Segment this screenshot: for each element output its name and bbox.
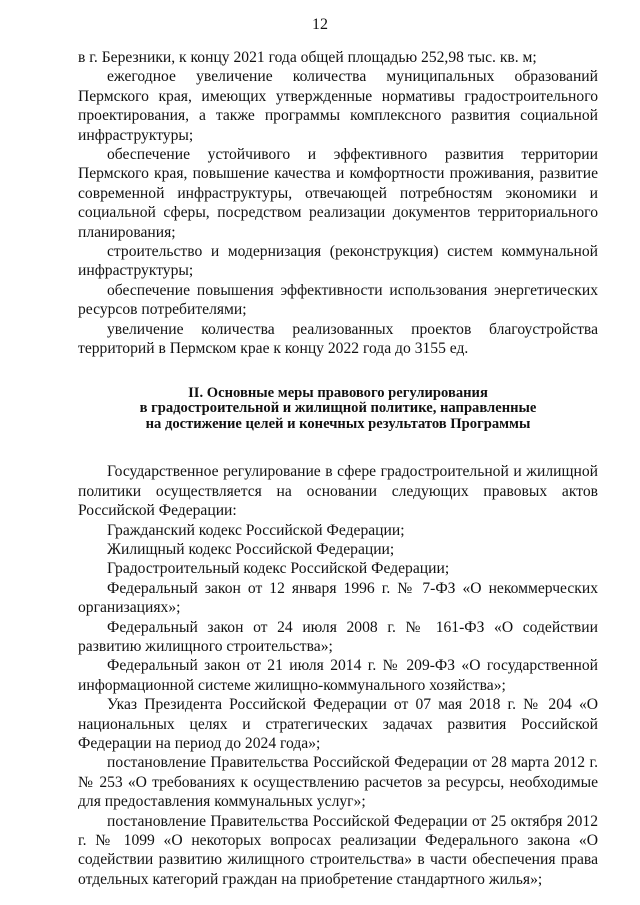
paragraph: в г. Березники, к концу 2021 года общей площадью 252,98 тыс. кв. м; <box>78 49 537 66</box>
paragraph: ежегодное увеличение количества муниципальных образований Пермского края, имеющих утвержденные нормативы градостроительного проектирования, а также программы комплексного развития социальной инфраструктуры; <box>78 68 598 144</box>
list-item: Федеральный закон от 21 июля 2014 г. № 209-ФЗ «О государственной информационной системе жилищно-коммунального хозяйства»; <box>78 657 598 694</box>
list-item: Федеральный закон от 12 января 1996 г. № 7-ФЗ «О некоммерческих организациях»; <box>78 579 598 617</box>
paragraph: увеличение количества реализованных проектов благоустройства территорий в Пермском крае к концу 2022 года до 3155 ед. <box>78 320 598 358</box>
list-item: Градостроительный кодекс Российской Федерации; <box>107 560 450 578</box>
page-number: 12 <box>312 16 328 33</box>
list-item: Жилищный кодекс Российской Федерации; <box>107 540 395 558</box>
list-item: Федеральный закон от 24 июля 2008 г. № 161-ФЗ «О содействии развитию жилищного строительства»; <box>78 618 598 655</box>
paragraph: Государственное регулирование в сфере градостроительной и жилищной политики осуществляется на основании следующих правовых актов Российской Федерации: <box>78 463 598 520</box>
list-item: постановление Правительства Российской Федерации от 28 марта 2012 г. № 253 «О требованиях к осуществлению расчетов за ресурсы, необходимые для предоставления коммунальных услуг»; <box>78 754 598 811</box>
section-heading-line: на достижение целей и конечных результатов Программы <box>145 415 531 432</box>
section-heading <box>78 386 598 433</box>
paragraph: обеспечение повышения эффективности использования энергетических ресурсов потребителями; <box>78 281 598 319</box>
section-heading-line: II. Основные меры правового регулирования <box>188 384 488 401</box>
list-item: постановление Правительства Российской Федерации от 25 октября 2012 г. № 1099 «О некоторых вопросах реализации Федерального закона «О содействии развитию жилищного строительства» в части обеспечения права отдельных категорий граждан на приобретение стандартного жилья»; <box>78 812 598 888</box>
list-item: Указ Президента Российской Федерации от 07 мая 2018 г. № 204 «О национальных целях и стратегических задачах развития Российской Федерации на период до 2024 года»; <box>78 696 598 752</box>
list-item: Гражданский кодекс Российской Федерации; <box>107 521 405 539</box>
section-heading-line: в градостроительной и жилищной политике, направленные <box>139 400 537 417</box>
paragraph: строительство и модернизация (реконструкция) систем коммунальной инфраструктуры; <box>78 243 598 280</box>
paragraph: обеспечение устойчивого и эффективного развития территории Пермского края, повышение качества и комфортности проживания, развитие современной инфраструктуры, отвечающей потребностям экономики и социальной сферы, посредством реализации документов территориального планирования; <box>78 146 598 241</box>
page-body <box>78 48 598 889</box>
